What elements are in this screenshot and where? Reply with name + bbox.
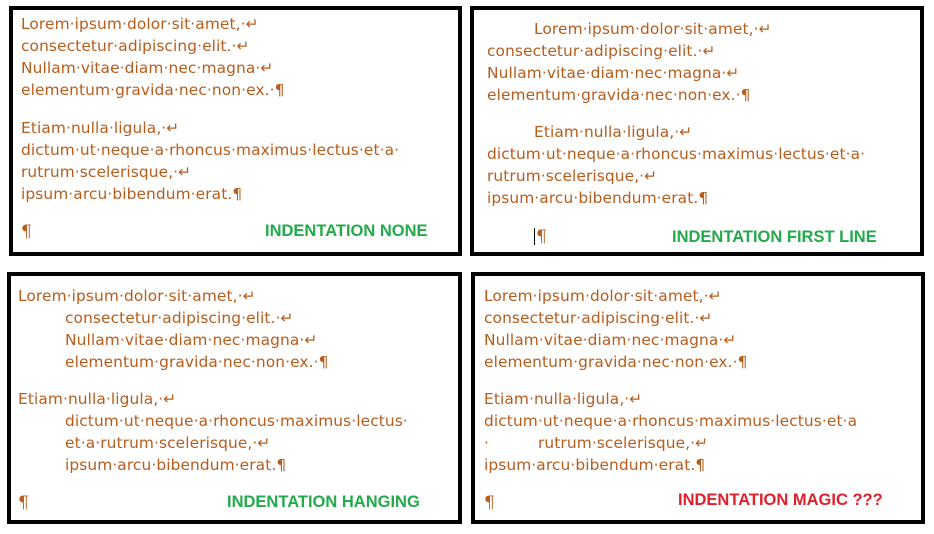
panel-indentation-hanging: [7, 272, 462, 524]
text-line-7[interactable]: et·a·rutrum·scelerisque,·↵: [65, 434, 271, 452]
text-line-1[interactable]: Lorem·ipsum·dolor·sit·amet,·↵: [21, 15, 259, 33]
panel-indentation-none: [9, 6, 462, 256]
text-line-7[interactable]: rutrum·scelerisque,·↵: [21, 163, 192, 181]
text-line-2[interactable]: consectetur·adipiscing·elit.·↵: [484, 309, 713, 327]
empty-paragraph-mark[interactable]: ¶: [18, 493, 29, 513]
empty-paragraph-mark[interactable]: ¶: [21, 222, 32, 242]
text-line-8[interactable]: ipsum·arcu·bibendum·erat.¶: [484, 456, 706, 474]
caption-label: INDENTATION HANGING: [227, 493, 420, 511]
text-line-6[interactable]: dictum·ut·neque·a·rhoncus·maximus·lectus·et·a: [484, 412, 858, 430]
text-line-5[interactable]: Etiam·nulla·ligula,·↵: [534, 123, 693, 141]
text-line-5[interactable]: Etiam·nulla·ligula,·↵: [21, 119, 180, 137]
text-line-2[interactable]: consectetur·adipiscing·elit.·↵: [65, 309, 294, 327]
caption-label: INDENTATION MAGIC ???: [678, 491, 883, 509]
text-line-8[interactable]: ipsum·arcu·bibendum·erat.¶: [487, 189, 709, 207]
text-line-2[interactable]: consectetur·adipiscing·elit.·↵: [487, 42, 716, 60]
text-line-1[interactable]: Lorem·ipsum·dolor·sit·amet,·↵: [18, 287, 256, 305]
empty-paragraph-mark[interactable]: ¶: [484, 493, 495, 513]
text-line-2[interactable]: consectetur·adipiscing·elit.·↵: [21, 37, 250, 55]
text-line-4[interactable]: elementum·gravida·nec·non·ex.·¶: [487, 86, 751, 104]
text-line-4[interactable]: elementum·gravida·nec·non·ex.·¶: [484, 353, 748, 371]
text-line-3[interactable]: Nullam·vitae·diam·nec·magna·↵: [484, 331, 737, 349]
text-line-4[interactable]: elementum·gravida·nec·non·ex.·¶: [21, 81, 285, 99]
text-line-1[interactable]: Lorem·ipsum·dolor·sit·amet,·↵: [484, 287, 722, 305]
text-line-7-dot[interactable]: ·: [484, 434, 489, 452]
text-line-5[interactable]: Etiam·nulla·ligula,·↵: [484, 390, 643, 408]
panel-indentation-first-line: [470, 6, 924, 256]
text-line-6[interactable]: dictum·ut·neque·a·rhoncus·maximus·lectus·et·a·: [21, 141, 400, 159]
empty-paragraph-mark[interactable]: ¶: [536, 227, 547, 247]
text-line-7[interactable]: rutrum·scelerisque,·↵: [538, 434, 709, 452]
caption-label: INDENTATION FIRST LINE: [672, 228, 877, 246]
text-line-7[interactable]: rutrum·scelerisque,·↵: [487, 167, 658, 185]
text-line-6[interactable]: dictum·ut·neque·a·rhoncus·maximus·lectus·et·a·: [487, 145, 866, 163]
text-line-5[interactable]: Etiam·nulla·ligula,·↵: [18, 390, 177, 408]
caption-label: INDENTATION NONE: [265, 222, 428, 240]
text-line-3[interactable]: Nullam·vitae·diam·nec·magna·↵: [487, 64, 740, 82]
text-line-3[interactable]: Nullam·vitae·diam·nec·magna·↵: [21, 59, 274, 77]
text-cursor: [534, 228, 535, 245]
panel-indentation-magic: [471, 272, 925, 524]
text-line-1[interactable]: Lorem·ipsum·dolor·sit·amet,·↵: [534, 20, 772, 38]
text-line-8[interactable]: ipsum·arcu·bibendum·erat.¶: [65, 456, 287, 474]
text-line-4[interactable]: elementum·gravida·nec·non·ex.·¶: [65, 353, 329, 371]
text-line-6[interactable]: dictum·ut·neque·a·rhoncus·maximus·lectus·: [65, 412, 408, 430]
text-line-3[interactable]: Nullam·vitae·diam·nec·magna·↵: [65, 331, 318, 349]
text-line-8[interactable]: ipsum·arcu·bibendum·erat.¶: [21, 185, 243, 203]
